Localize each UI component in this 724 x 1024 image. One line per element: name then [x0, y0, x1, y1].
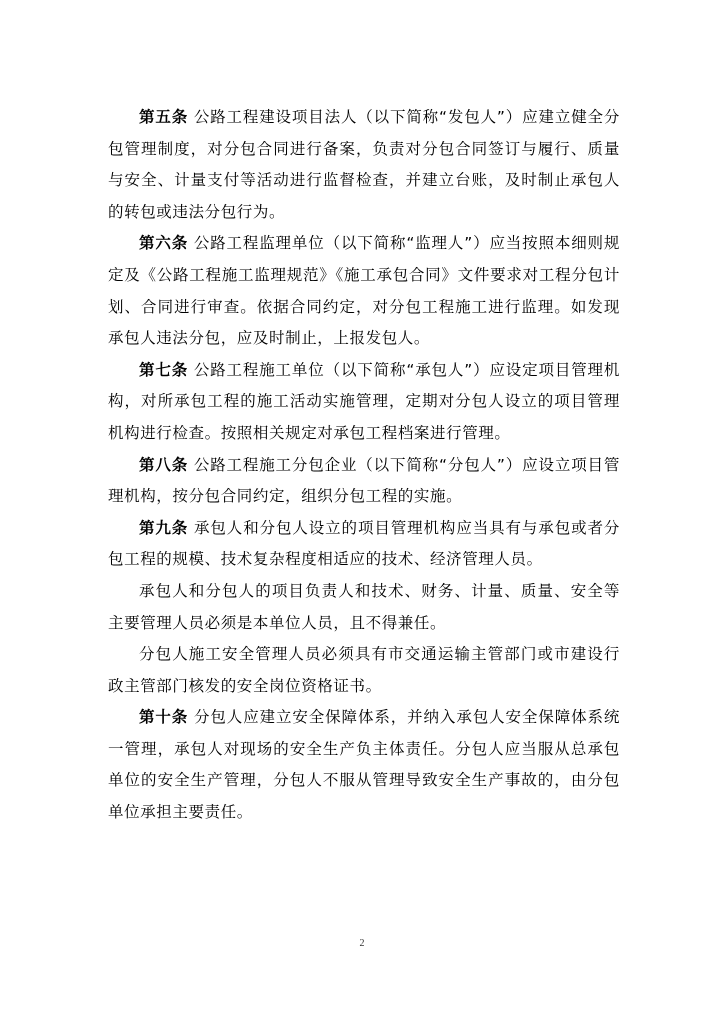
- article-number: 第九条: [139, 518, 189, 537]
- paragraph-article-9-item-3: [108, 639, 620, 702]
- paragraph-article-9: [108, 513, 620, 576]
- article-number: 第十条: [139, 708, 189, 727]
- article-number: 第五条: [139, 108, 189, 126]
- paragraph-text: 分包人应建立安全保障体系，并纳入承包人安全保障体系统一管理，承包人对现场的安全生产负主体责任。分包人应当服从总承包单位的安全生产管理，分包人不服从管理导致安全生产事故的，由分包单位承担主要责任。: [108, 708, 620, 822]
- paragraph-text: 承包人和分包人的项目负责人和技术、财务、计量、质量、安全等主要管理人员必须是本单位人员，且不得兼任。: [108, 581, 620, 632]
- paragraph-article-8: [108, 450, 620, 513]
- article-number: 第八条: [139, 455, 189, 474]
- paragraph-article-6: [108, 228, 620, 354]
- paragraph-text: 公路工程建设项目法人（以下简称“发包人”）应建立健全分包管理制度，对分包合同进行备案，负责对分包合同签订与履行、质量与安全、计量支付等活动进行监督检查，并建立台账，及时制止承包人的转包或违法分包行为。: [108, 108, 620, 221]
- article-number: 第六条: [139, 234, 189, 253]
- paragraph-article-5: [108, 102, 620, 228]
- paragraph-text: 分包人施工安全管理人员必须具有市交通运输主管部门或市建设行政主管部门核发的安全岗位资格证书。: [108, 645, 620, 695]
- paragraph-text: 公路工程施工分包企业（以下简称“分包人”）应设立项目管理机构，按分包合同约定，组织分包工程的实施。: [108, 455, 620, 506]
- paragraph-text: 公路工程施工单位（以下简称“承包人”）应设定项目管理机构，对所承包工程的施工活动实施管理，定期对分包人设立的项目管理机构进行检查。按照相关规定对承包工程档案进行管理。: [108, 360, 620, 442]
- paragraph-article-10: [108, 702, 620, 828]
- article-number: 第七条: [139, 360, 189, 379]
- paragraph-text: 公路工程监理单位（以下简称“监理人”）应当按照本细则规定及《公路工程施工监理规范》《施工承包合同》文件要求对工程分包计划、合同进行审查。依据合同约定，对分包工程施工进行监理。如发现承包人违法分包，应及时制止，上报发包人。: [108, 234, 620, 348]
- paragraph-article-9-item-2: [108, 576, 620, 639]
- paragraph-article-7: [108, 355, 620, 450]
- document-body: [108, 102, 620, 829]
- page-number: 2: [359, 938, 365, 949]
- paragraph-text: 承包人和分包人设立的项目管理机构应当具有与承包或者分包工程的规模、技术复杂程度相适应的技术、经济管理人员。: [108, 518, 620, 569]
